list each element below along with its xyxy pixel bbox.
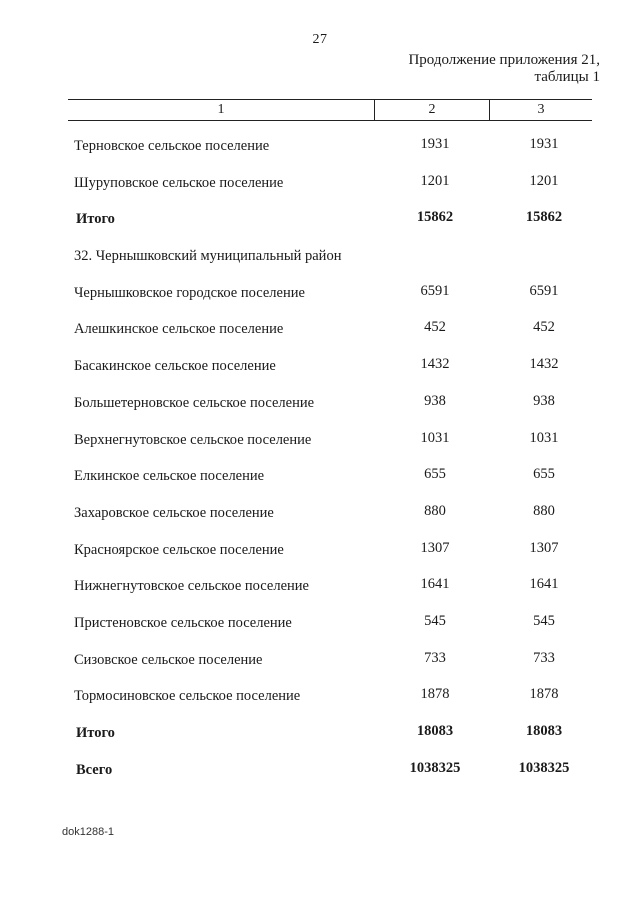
- row-value-col2: 1931: [420, 136, 450, 152]
- table-row: [0, 420, 640, 457]
- row-name: Сизовское сельское поселение: [74, 651, 263, 668]
- row-value-col2: 15862: [416, 209, 454, 226]
- row-name: Тормосиновское сельское поселение: [74, 688, 301, 705]
- table-body: [0, 126, 640, 786]
- row-value-col2: 18083: [416, 723, 454, 739]
- row-name: Захаровское сельское поселение: [74, 504, 274, 521]
- table-row: [0, 383, 640, 420]
- row-name: Итого: [76, 725, 115, 741]
- row-value-col3: 1038325: [518, 759, 570, 776]
- grand-total-row: [0, 750, 640, 787]
- header-col-1: 1: [68, 100, 375, 120]
- row-value-col2: 1641: [420, 576, 450, 593]
- row-value-col3: 1878: [529, 686, 559, 703]
- table-row: [0, 640, 640, 677]
- row-value-col3: 1641: [529, 576, 559, 593]
- row-value-col3: 1931: [529, 136, 559, 152]
- table-row: [0, 493, 640, 530]
- row-value-col2: 1031: [420, 429, 450, 446]
- row-name: Большетерновское сельское поселение: [74, 394, 315, 411]
- table-row: [0, 456, 640, 493]
- continuation-line-1: Продолжение приложения 21,: [408, 52, 600, 68]
- table-row: [0, 309, 640, 346]
- row-value-col2: 733: [424, 649, 446, 666]
- row-value-col2: 655: [424, 466, 446, 483]
- table-row: [0, 163, 640, 200]
- continuation-note: [408, 52, 600, 86]
- row-value-col3: 938: [533, 392, 555, 409]
- table-row: [0, 273, 640, 310]
- subtotal-row: [0, 199, 640, 236]
- table-row: [0, 566, 640, 603]
- row-value-col3: 545: [533, 612, 555, 629]
- table-header: [68, 99, 592, 121]
- section-heading: 32. Чернышковский муниципальный район: [74, 248, 342, 265]
- row-value-col2: 1432: [420, 356, 450, 373]
- continuation-line-2: таблицы 1: [534, 69, 600, 85]
- subtotal-row: [0, 713, 640, 750]
- row-value-col3: 452: [533, 319, 555, 336]
- row-name: Басакинское сельское поселение: [74, 358, 276, 375]
- row-name: Всего: [76, 761, 113, 778]
- row-value-col3: 6591: [529, 282, 559, 299]
- row-value-col3: 880: [533, 502, 555, 519]
- header-col-3: 3: [537, 102, 545, 117]
- table-row: [0, 126, 640, 163]
- table-row: [0, 346, 640, 383]
- row-value-col3: 18083: [525, 723, 563, 739]
- row-value-col3: 655: [533, 466, 555, 483]
- row-value-col2: 1038325: [409, 759, 461, 776]
- row-name: Пристеновское сельское поселение: [74, 614, 292, 631]
- row-name: Красноярское сельское поселение: [74, 541, 284, 558]
- table-row: [0, 603, 640, 640]
- row-value-col2: 938: [424, 392, 446, 409]
- row-value-col3: 1432: [529, 356, 559, 373]
- row-value-col3: 733: [533, 649, 555, 666]
- row-value-col2: 545: [424, 612, 446, 629]
- row-value-col3: 1307: [529, 539, 559, 556]
- table-row: [0, 676, 640, 713]
- row-name: Итого: [76, 211, 115, 228]
- document-code: dok1288-1: [62, 826, 114, 838]
- row-value-col2: 1307: [420, 539, 450, 556]
- row-value-col3: 15862: [525, 209, 563, 226]
- row-name: Чернышковское городское поселение: [74, 284, 305, 301]
- row-name: Алешкинское сельское поселение: [74, 321, 284, 338]
- table-row: [0, 530, 640, 567]
- page-number: 27: [312, 32, 328, 47]
- row-value-col2: 452: [424, 319, 446, 336]
- row-value-col2: 6591: [420, 282, 450, 299]
- row-name: Терновское сельское поселение: [74, 138, 270, 154]
- row-value-col2: 880: [424, 502, 446, 519]
- row-value-col2: 1201: [420, 172, 450, 189]
- row-name: Верхнегнутовское сельское поселение: [74, 431, 312, 448]
- row-name: Нижнегнутовское сельское поселение: [74, 578, 309, 595]
- header-col-2: 2: [375, 100, 490, 120]
- row-name: Елкинское сельское поселение: [74, 468, 265, 485]
- row-name: Шуруповское сельское поселение: [74, 174, 284, 191]
- row-value-col2: 1878: [420, 686, 450, 703]
- row-value-col3: 1031: [529, 429, 559, 446]
- row-value-col3: 1201: [529, 172, 559, 189]
- section-heading-row: [0, 236, 640, 273]
